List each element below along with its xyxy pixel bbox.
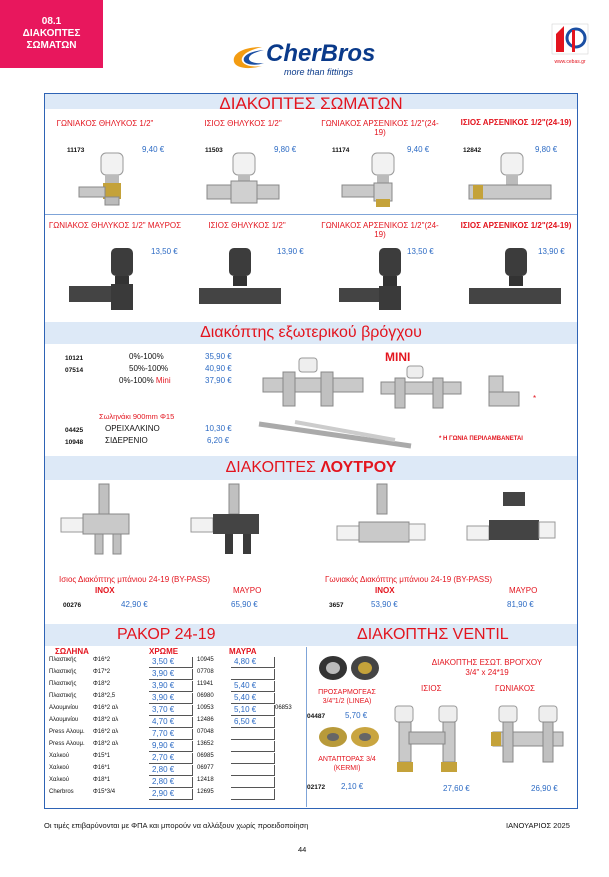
pipe-material: Πλαστικής [49,657,77,663]
black-price [231,753,275,764]
pipe-size: Φ18*2,5 [93,693,116,699]
pipe-size: Φ17*2 [93,669,111,675]
cebas-logo [548,22,592,66]
pipe-material: Πλαστικής [49,681,77,687]
product-code: 12842 [463,147,482,154]
product-code: 11503 [205,147,223,154]
product-price: 6,20 € [207,436,230,445]
external-loop-valve-image [259,356,369,412]
product-code: 12418 [197,777,214,783]
product-price: 13,90 € [277,247,304,256]
mini-label: MINI [385,350,411,364]
straight-valve-black-male-image [465,244,565,312]
product-code: 13652 [197,741,214,747]
pipe-material: Cherbros [49,789,74,795]
product-price: 42,90 € [121,600,148,609]
pipe-size: Φ18*2 [93,681,111,687]
product-code: 10121 [65,355,84,362]
product-code [275,765,305,776]
product-price: 40,90 € [205,364,232,373]
angle-valve-black-male-image [335,244,425,312]
external-loop-title: Διακόπτης εξωτερικού βρόγχου [200,324,422,341]
black-price [231,789,275,800]
pipe-size: Φ18*1 [93,777,111,783]
ventil-angle-valve-image [489,702,575,776]
product-price: 81,90 € [507,600,534,609]
product-code: 06980 [197,693,214,699]
product-code [275,729,305,740]
pipe-size: Φ15*3/4 [93,789,116,795]
adapter-linea-image [315,652,385,684]
product-code [275,777,305,788]
product-price: 13,50 € [151,247,178,256]
loop-option-mini: 0%-100% Mini [119,376,171,385]
product-price: 13,50 € [407,247,434,256]
pipe-material: Press Αλουμ. [49,729,85,735]
product-code: 02172 [307,784,326,791]
logo-tagline: more than fittings [284,67,354,77]
chrome-price: 2,70 € [149,753,193,764]
section-tag [0,0,103,68]
bath-angle-inox-valve-image [335,482,435,558]
column-divider [306,647,307,807]
chrome-price: 3,90 € [149,693,193,704]
chrome-price: 2,90 € [149,789,193,800]
product-code: 10953 [197,705,214,711]
cebas-emblem-icon [548,22,592,58]
chrome-price: 3,50 € [149,657,193,668]
bath-angle-black-label: ΜΑΥΡΟ [509,586,538,595]
pipe-size: Φ18*2 αλ [93,741,119,747]
product-code [275,753,305,764]
product-code: 04487 [307,713,326,720]
product-price: 9,40 € [407,145,430,154]
external-loop-mini-valve-image [377,364,467,414]
pipe-image [255,420,415,450]
product-code: 00276 [63,602,82,609]
product-price: 2,10 € [341,782,364,791]
pipe-material: ΟΡΕΙΧΑΛΚΙΝΟ [105,424,160,433]
product-label: ΓΩΝΙΑΚΟΣ ΘΗΛΥΚΟΣ 1/2" [56,119,154,128]
footer-date: ΙΑΝΟΥΑΡΙΟΣ 2025 [506,821,570,830]
page-number: 44 [298,845,307,854]
corner-site: www.cebas.gr [554,59,586,65]
pipe-size: Φ16*1 [93,765,111,771]
product-code: 07048 [197,729,214,735]
black-price: 5,10 € [231,705,275,716]
angle-valve-white-male-image [338,149,418,207]
pipe-size: Φ15*1 [93,753,111,759]
section-number: 08.1 [41,16,62,27]
logo-swoosh-icon [228,44,268,72]
bath-straight-inox-valve-image [59,482,149,558]
bath-straight-black-valve-image [189,482,279,558]
rakor-col-chrome: ΧΡΩΜΕ [149,647,179,656]
footer-vat-note: Οι τιμές επιβαρύνονται με ΦΠΑ και μπορούν να αλλάξουν χωρίς προειδοποίηση [44,821,309,830]
product-label: ΓΩΝΙΑΚΟΣ ΑΡΣΕΝΙΚΟΣ 1/2"(24-19) [321,221,439,239]
product-code: 10945 [197,657,214,663]
product-code: 11941 [197,681,214,687]
product-code [275,789,305,800]
product-code: 10948 [65,439,84,446]
ventil-straight-label: ΙΣΙΟΣ [421,684,442,693]
product-price: 5,70 € [345,711,368,720]
bath-valves-title: ΔΙΑΚΟΠΤΕΣ ΛΟΥΤΡΟΥ [225,459,397,476]
black-price: 4,80 € [231,657,275,668]
pipe-material: Αλουμινίου [49,705,79,711]
ventil-angle-label: ΓΩΝΙΑΚΟΣ [495,684,535,693]
pipe-material: Χαλκού [49,765,70,771]
catalog-frame [44,93,578,809]
angle-star: * [533,394,537,403]
black-price: 5,40 € [231,693,275,704]
product-code: 07514 [65,367,84,374]
pipe-material: Press Αλουμ. [49,741,85,747]
product-code: 07708 [197,669,214,675]
product-code: 11173 [67,147,85,154]
rakor-col-black: ΜΑΥΡΑ [229,647,257,656]
chrome-price: 3,90 € [149,681,193,692]
chrome-price: 9,90 € [149,741,193,752]
bath-angle-black-valve-image [465,490,565,558]
product-price: 10,30 € [205,424,232,433]
black-price: 6,50 € [231,717,275,728]
angle-fitting-image [483,372,527,412]
radiator-valves-title: ΔΙΑΚΟΠΤΕΣ ΣΩΜΑΤΩΝ [219,94,403,113]
product-label: ΙΣΙΟΣ ΑΡΣΕΝΙΚΟΣ 1/2"(24-19) [460,221,572,230]
product-code [275,693,305,704]
product-code: 06985 [197,753,214,759]
product-price: 9,80 € [535,145,558,154]
black-price [231,669,275,680]
logo-wordmark: CherBros [266,40,376,67]
product-code: 04425 [65,427,84,434]
straight-valve-white-female-image [203,149,283,207]
black-price: 5,40 € [231,681,275,692]
black-price [231,741,275,752]
chrome-price: 4,70 € [149,717,193,728]
angle-included-note: * Η ΓΩΝΙΑ ΠΕΡΙΛΑΜΒΑΝΕΤΑΙ [439,436,523,442]
product-label: ΓΩΝΙΑΚΟΣ ΑΡΣΕΝΙΚΟΣ 1/2"(24-19) [321,119,439,137]
bath-angle-label: Γωνιακός Διακόπτης μπάνιου 24-19 (BY-PASS) [325,575,493,584]
product-code [275,681,305,692]
bath-straight-black-label: ΜΑΥΡΟ [233,586,262,595]
product-code [275,669,305,680]
angle-valve-white-female-image [73,149,143,207]
product-code: 3657 [329,602,344,609]
product-code [275,717,305,728]
product-price: 27,60 € [443,784,470,793]
product-code: 06977 [197,765,214,771]
kermi-adapter-label: ΑΝΤΑΠΤΟΡΑΣ 3/4 (KERMI) [318,756,376,772]
chrome-price: 2,80 € [149,765,193,776]
product-code: 12486 [197,717,214,723]
chrome-price: 3,90 € [149,669,193,680]
pipe-material: Πλαστικής [49,669,77,675]
rakor-table [49,657,305,805]
product-label: ΓΩΝΙΑΚΟΣ ΘΗΛΥΚΟΣ 1/2" ΜΑΥΡΟΣ [48,221,182,230]
product-price: 35,90 € [205,352,232,361]
pipe-material: ΣΙΔΕΡΕΝΙΟ [105,436,148,445]
rakor-title: ΡΑΚΟΡ 24-19 [117,626,216,643]
product-code [275,657,305,668]
cherbros-logo [228,40,393,80]
pipe-size: Φ16*2 αλ [93,729,119,735]
product-code: 06853 [275,705,292,711]
product-label: ΙΣΙΟΣ ΘΗΛΥΚΟΣ 1/2" [208,221,286,230]
straight-valve-black-female-image [195,244,285,312]
loop-option: 0%-100% [129,352,164,361]
rakor-col-pipe: ΣΩΛΗΝΑ [55,647,89,656]
bath-straight-label: Ισιος Διακόπτης μπάνιου 24-19 (BY-PASS) [59,575,211,584]
product-price: 9,40 € [142,145,165,154]
pipe-title: Σωληνάκι 900mm Φ15 [99,412,175,421]
bath-straight-inox-label: INOX [95,586,115,595]
black-price [231,765,275,776]
product-price: 9,80 € [274,145,297,154]
black-price [231,777,275,788]
adapter-label: ΠΡΟΣΑΡΜΟΓΕΑΣ 3/4"1/2 (LINEA) [318,689,376,705]
pipe-size: Φ18*2 αλ [93,717,119,723]
product-code: 12695 [197,789,214,795]
product-label: ΙΣΙΟΣ ΘΗΛΥΚΟΣ 1/2" [204,119,282,128]
divider [45,214,577,215]
product-price: 37,90 € [205,376,232,385]
pipe-material: Χαλκού [49,777,70,783]
section-title-line-1: ΔΙΑΚΟΠΤΕΣ [22,28,81,39]
straight-valve-white-male-image [465,149,555,207]
pipe-size: Φ16*2 [93,657,111,663]
chrome-price: 2,80 € [149,777,193,788]
product-label: ΙΣΙΟΣ ΑΡΣΕΝΙΚΟΣ 1/2"(24-19) [460,118,572,127]
ventil-loop-label: ΔΙΑΚΟΠΤΗΣ ΕΣΩΤ. ΒΡΟΓΧΟΥ 3/4" x 24*19 [431,658,543,677]
pipe-material: Αλουμινίου [49,717,79,723]
product-code: 11174 [332,147,350,154]
chrome-price: 3,70 € [149,705,193,716]
ventil-title: ΔΙΑΚΟΠΤΗΣ VENTIL [357,626,509,643]
angle-valve-black-female-image [65,244,155,312]
bath-angle-inox-label: INOX [375,586,395,595]
product-price: 53,90 € [371,600,398,609]
product-price: 26,90 € [531,784,558,793]
pipe-material: Πλαστικής [49,693,77,699]
ventil-straight-valve-image [389,702,479,776]
product-code [275,741,305,752]
chrome-price: 7,70 € [149,729,193,740]
pipe-material: Χαλκού [49,753,70,759]
adapter-kermi-image [315,724,385,750]
black-price [231,729,275,740]
pipe-size: Φ16*2 αλ [93,705,119,711]
section-title-line-2: ΣΩΜΑΤΩΝ [26,40,77,51]
product-price: 13,90 € [538,247,565,256]
loop-option: 50%-100% [129,364,169,373]
product-price: 65,90 € [231,600,258,609]
